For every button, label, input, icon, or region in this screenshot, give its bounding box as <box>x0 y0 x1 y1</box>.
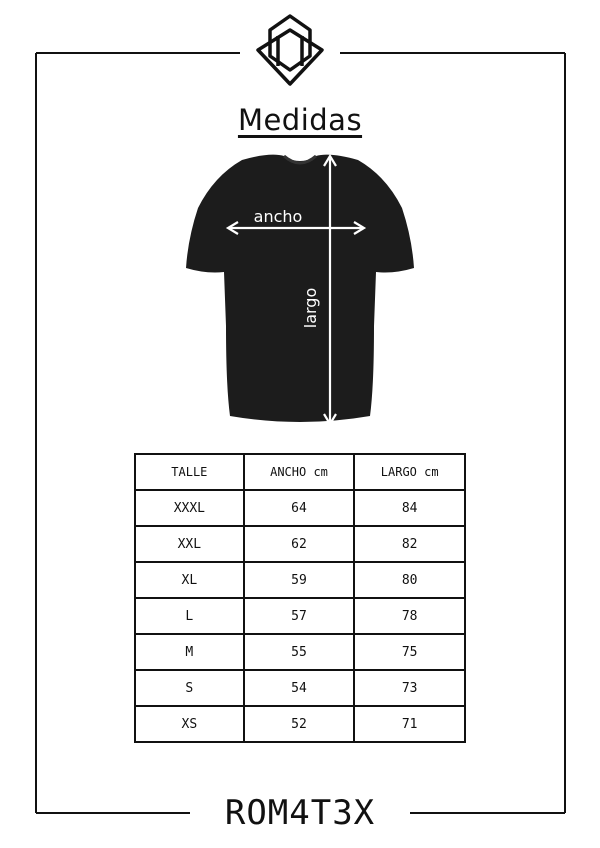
size-table <box>134 453 466 743</box>
width-label: ancho <box>253 207 303 226</box>
width-cell: 64 <box>244 490 355 526</box>
size-cell: M <box>135 634 244 670</box>
width-cell: 52 <box>244 706 355 742</box>
table-row <box>135 562 465 598</box>
width-cell: 55 <box>244 634 355 670</box>
size-cell: S <box>135 670 244 706</box>
size-cell: L <box>135 598 244 634</box>
table-row <box>135 706 465 742</box>
size-cell: XXL <box>135 526 244 562</box>
table-row <box>135 634 465 670</box>
width-cell: 59 <box>244 562 355 598</box>
column-header: TALLE <box>135 454 244 490</box>
table-row <box>135 598 465 634</box>
table-row <box>135 670 465 706</box>
tshirt-diagram <box>180 146 420 436</box>
length-cell: 82 <box>354 526 465 562</box>
column-header: LARGO cm <box>354 454 465 490</box>
page-title <box>0 103 600 137</box>
brand-name: ROM4T3X <box>213 793 387 833</box>
column-header: ANCHO cm <box>244 454 355 490</box>
width-cell: 62 <box>244 526 355 562</box>
size-cell: XS <box>135 706 244 742</box>
brand-footer <box>0 790 600 836</box>
width-cell: 57 <box>244 598 355 634</box>
length-cell: 84 <box>354 490 465 526</box>
geometric-knot-logo-icon <box>250 12 330 88</box>
length-cell: 78 <box>354 598 465 634</box>
table-header-row <box>135 454 465 490</box>
length-cell: 73 <box>354 670 465 706</box>
length-cell: 75 <box>354 634 465 670</box>
tshirt-shape <box>186 155 414 422</box>
size-cell: XL <box>135 562 244 598</box>
length-label: largo <box>301 287 320 329</box>
page-title-text: Medidas <box>237 103 363 137</box>
width-cell: 54 <box>244 670 355 706</box>
length-cell: 71 <box>354 706 465 742</box>
table-row <box>135 526 465 562</box>
table-row <box>135 490 465 526</box>
size-cell: XXXL <box>135 490 244 526</box>
length-cell: 80 <box>354 562 465 598</box>
